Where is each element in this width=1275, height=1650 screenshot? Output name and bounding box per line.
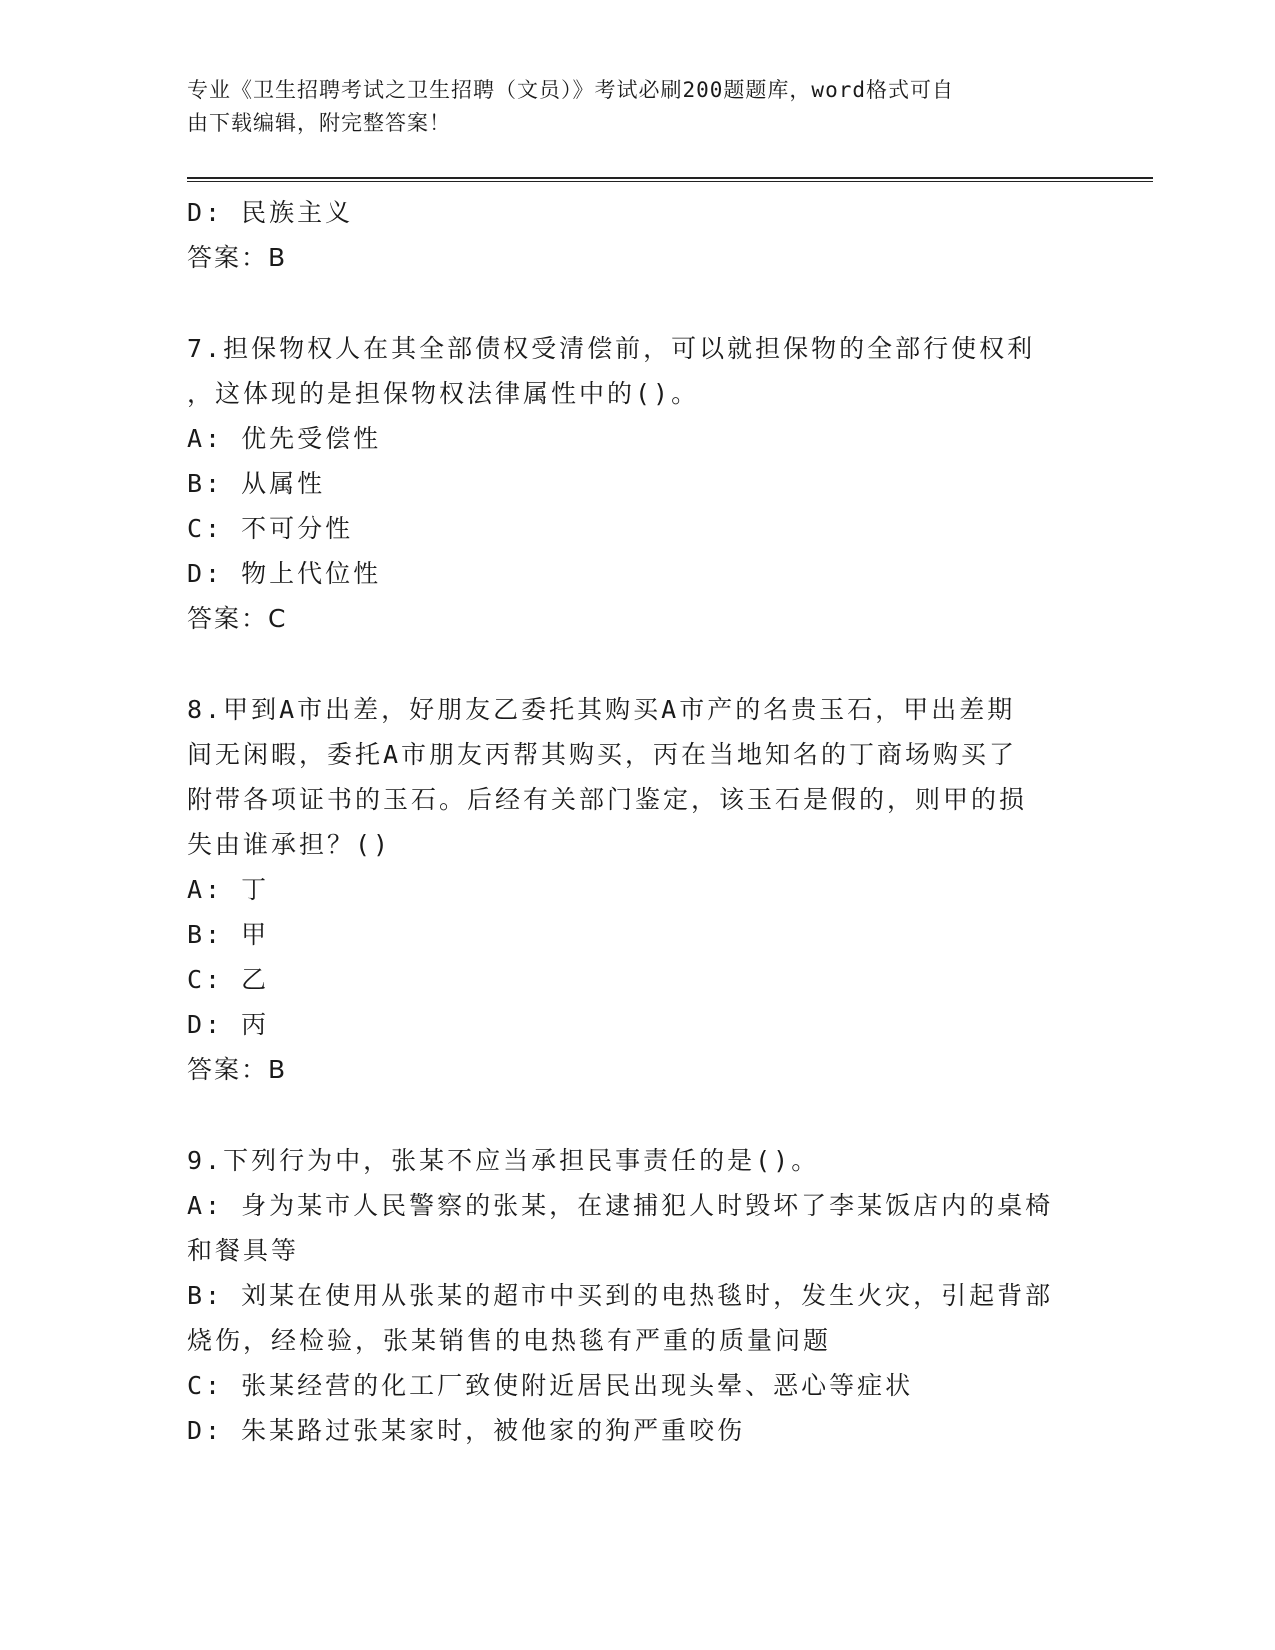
question-7 <box>187 326 1087 641</box>
answer-line: 答案：B <box>187 243 288 272</box>
question-stem: 7.担保物权人在其全部债权受清偿前，可以就担保物的全部行使权利 <box>187 334 1036 363</box>
option-b: B: 从属性 <box>187 469 326 498</box>
question-8 <box>187 687 1087 1092</box>
answer-line: 答案：C <box>187 604 288 633</box>
option-a: A: 优先受偿性 <box>187 424 382 453</box>
option-c: C: 不可分性 <box>187 514 354 543</box>
header-divider-thick <box>187 177 1153 179</box>
option-d: D: 朱某路过张某家时，被他家的狗严重咬伤 <box>187 1416 746 1445</box>
header-line-2: 由下载编辑，附完整答案！ <box>187 111 451 135</box>
answer-line: 答案：B <box>187 1055 288 1084</box>
option-c: C: 乙 <box>187 965 270 994</box>
question-stem: ，这体现的是担保物权法律属性中的()。 <box>187 379 700 408</box>
header-divider-thin <box>187 181 1153 182</box>
previous-question-tail <box>187 190 1087 280</box>
option-b: B: 刘某在使用从张某的超市中买到的电热毯时，发生火灾，引起背部 <box>187 1281 1054 1310</box>
spacer <box>187 1092 1087 1138</box>
question-stem: 失由谁承担？() <box>187 830 392 859</box>
option-a-continued: 和餐具等 <box>187 1236 300 1265</box>
option-c: C: 张某经营的化工厂致使附近居民出现头晕、恶心等症状 <box>187 1371 914 1400</box>
option-d: D: 丙 <box>187 1010 270 1039</box>
spacer <box>187 280 1087 326</box>
page-header <box>187 74 1067 140</box>
option-b: B: 甲 <box>187 920 270 949</box>
question-stem: 8.甲到A市出差，好朋友乙委托其购买A市产的名贵玉石，甲出差期 <box>187 695 1016 724</box>
question-stem: 9.下列行为中，张某不应当承担民事责任的是()。 <box>187 1146 820 1175</box>
spacer <box>187 641 1087 687</box>
option-a: A: 丁 <box>187 875 270 904</box>
question-stem: 间无闲暇，委托A市朋友丙帮其购买，丙在当地知名的丁商场购买了 <box>187 740 1018 769</box>
question-list <box>187 190 1087 1453</box>
header-line-1: 专业《卫生招聘考试之卫生招聘（文员）》考试必刷200题题库，word格式可自 <box>187 78 954 102</box>
option-d: D: 民族主义 <box>187 198 354 227</box>
option-d: D: 物上代位性 <box>187 559 382 588</box>
option-a: A: 身为某市人民警察的张某，在逮捕犯人时毁坏了李某饭店内的桌椅 <box>187 1191 1054 1220</box>
option-b-continued: 烧伤，经检验，张某销售的电热毯有严重的质量问题 <box>187 1326 832 1355</box>
question-stem: 附带各项证书的玉石。后经有关部门鉴定，该玉石是假的，则甲的损 <box>187 785 1028 814</box>
question-9 <box>187 1138 1087 1453</box>
